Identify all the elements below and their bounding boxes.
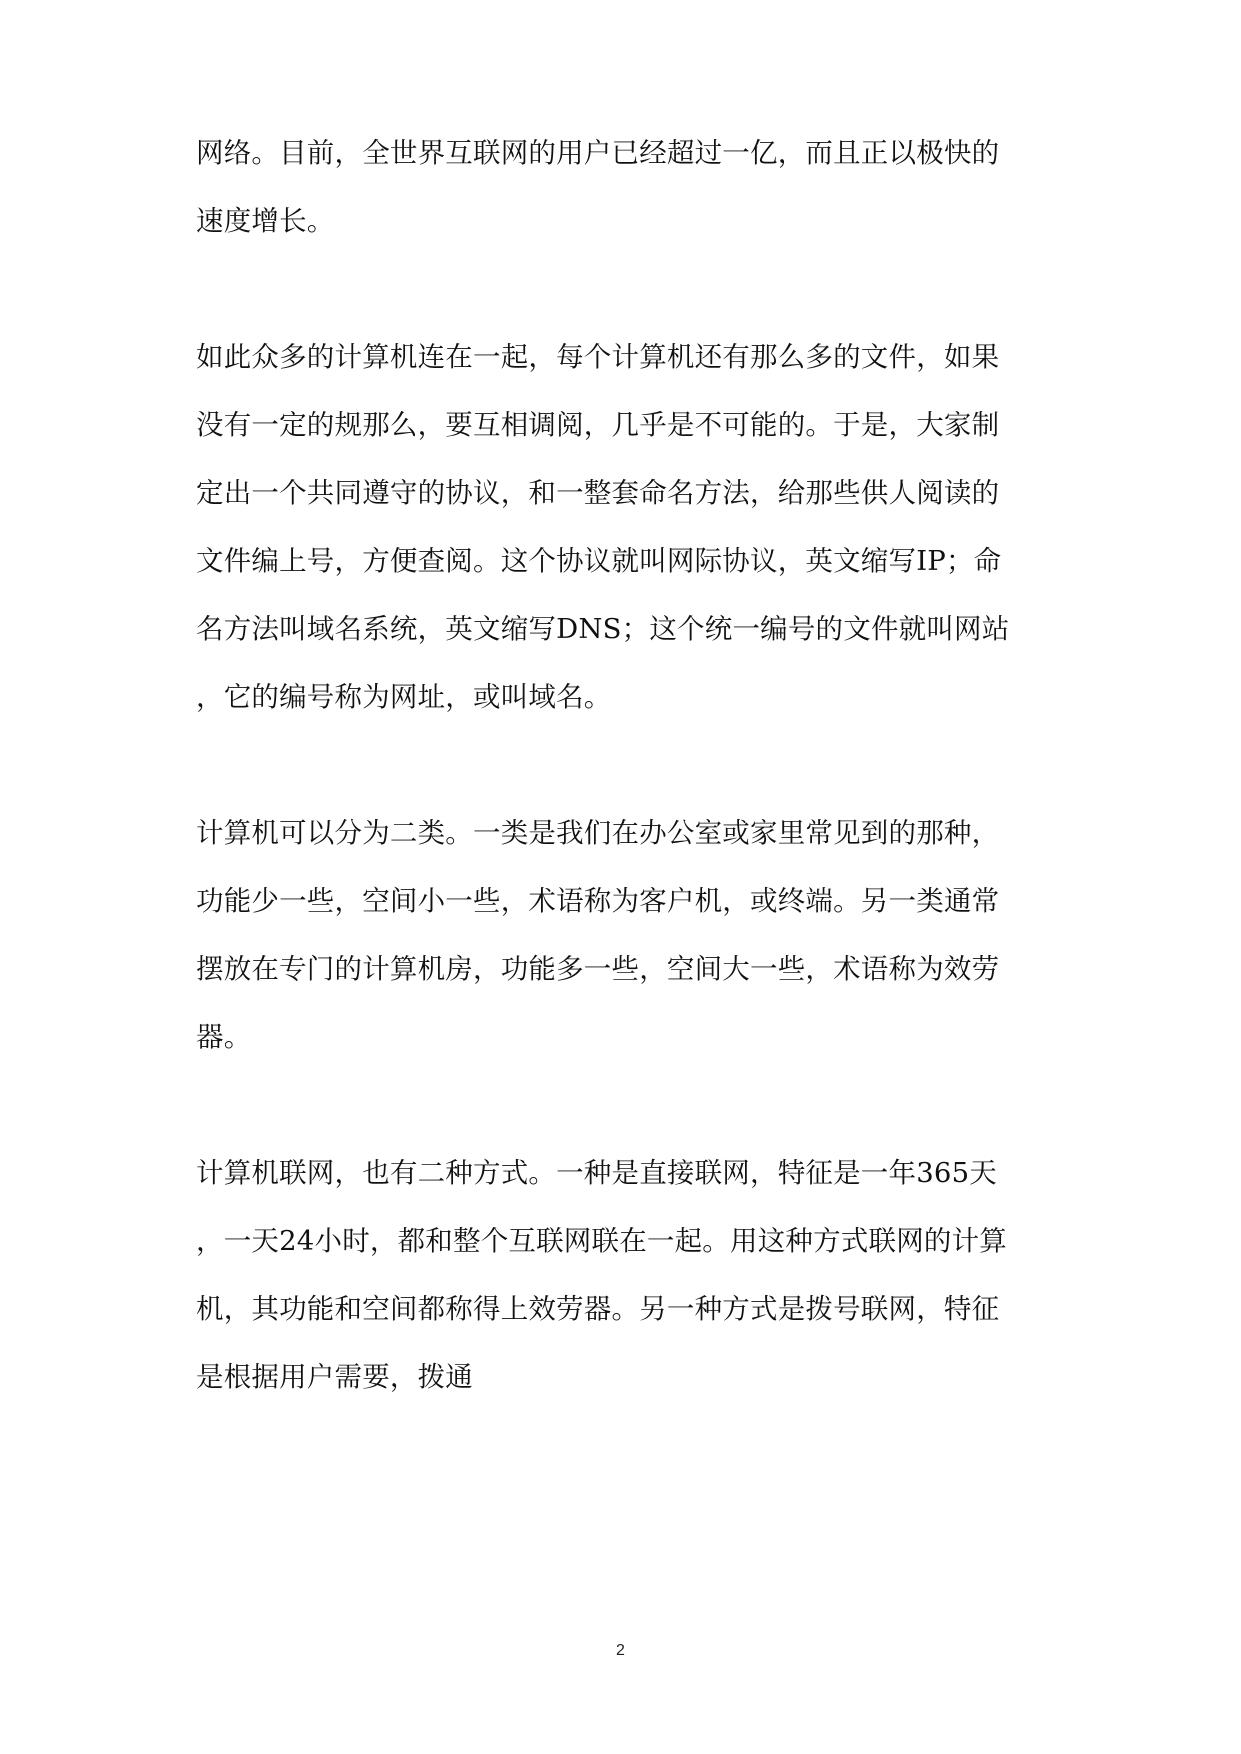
page-number: 2 [616, 1642, 625, 1659]
paragraph-2-line-6: ，它的编号称为网址，或叫域名。 [196, 681, 612, 713]
paragraph-3-line-2: 功能少一些，空间小一些，术语称为客户机，或终端。另一类通常 [196, 885, 1000, 917]
paragraph-3-line-4: 器。 [196, 1021, 252, 1053]
paragraph-3-line-3: 摆放在专门的计算机房，功能多一些，空间大一些，术语称为效劳 [196, 953, 1000, 985]
paragraph-1-line-1: 网络。目前，全世界互联网的用户已经超过一亿，而且正以极快的 [196, 137, 1000, 169]
paragraph-4-line-1: 计算机联网，也有二种方式。一种是直接联网，特征是一年365天 [196, 1157, 997, 1189]
paragraph-3-line-1: 计算机可以分为二类。一类是我们在办公室或家里常见到的那种， [196, 817, 1000, 849]
paragraph-2-line-1: 如此众多的计算机连在一起，每个计算机还有那么多的文件，如果 [196, 341, 1000, 373]
paragraph-2-line-5: 名方法叫域名系统，英文缩写DNS；这个统一编号的文件就叫网站 [196, 613, 1010, 645]
paragraph-4-line-4: 是根据用户需要，拨通 [196, 1361, 473, 1393]
paragraph-4-line-2: ，一天24小时，都和整个互联网联在一起。用这种方式联网的计算 [196, 1225, 1007, 1257]
paragraph-2-line-3: 定出一个共同遵守的协议，和一整套命名方法，给那些供人阅读的 [196, 477, 1000, 509]
paragraph-2-line-4: 文件编上号，方便查阅。这个协议就叫网际协议，英文缩写IP；命 [196, 545, 1002, 577]
paragraph-4-line-3: 机，其功能和空间都称得上效劳器。另一种方式是拨号联网，特征 [196, 1293, 1000, 1325]
paragraph-2-line-2: 没有一定的规那么，要互相调阅，几乎是不可能的。于是，大家制 [196, 409, 1000, 441]
paragraph-1-line-2: 速度增长。 [196, 205, 335, 237]
